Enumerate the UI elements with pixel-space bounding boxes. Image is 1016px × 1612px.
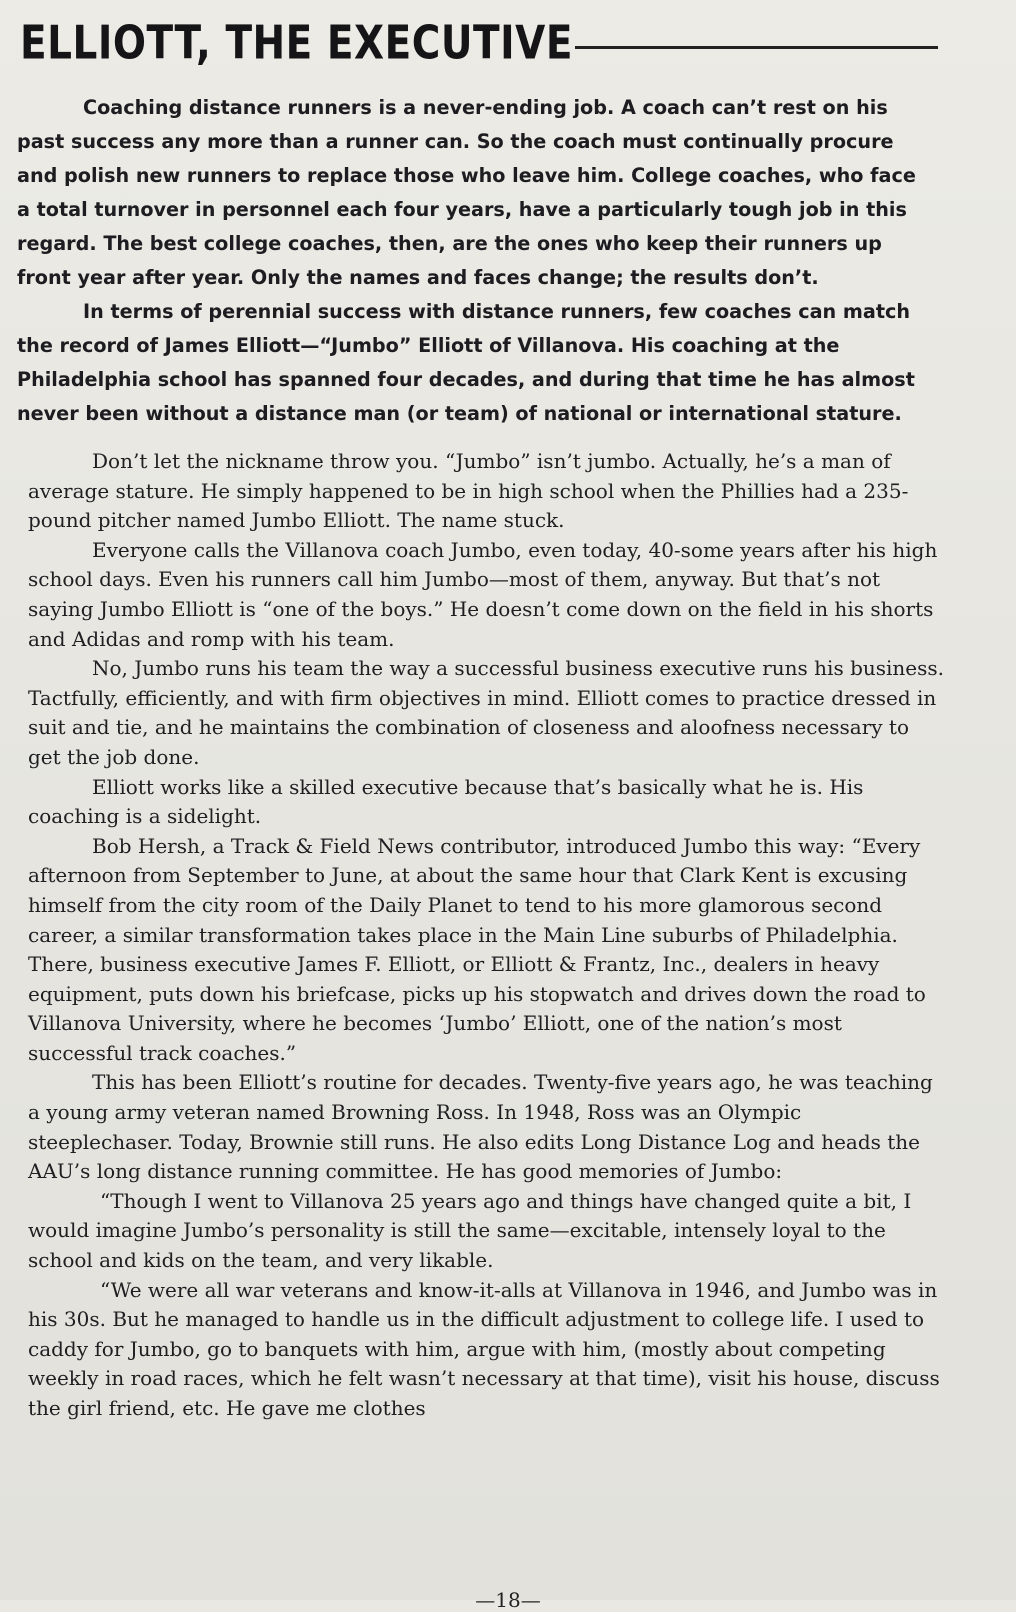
intro-section [17,91,935,431]
page-number: —18— [475,1588,541,1612]
body-paragraph: No, Jumbo runs his team the way a successful business executive runs his business. Tactfully, efficiently, and with firm objectives in mind. Elliott comes to practice dressed in suit and tie, and he maintains the combination of closeness and aloofness necessary to get the job done. [28,656,945,769]
intro-paragraph: In terms of perennial success with distance runners, few coaches can match the record of James Elliott—“Jumbo” Elliott of Villanova. His coaching at the Philadelphia school has spanned four decades, and during that time he has almost never been without a distance man (or team) of national or international stature. [17,300,915,425]
intro-paragraph: Coaching distance runners is a never-ending job. A coach can’t rest on his past success any more than a runner can. So the coach must continually procure and polish new runners to replace those who leave him. College coaches, who face a total turnover in personnel each four years, have a particularly tough job in this regard. The best college coaches, then, are the ones who keep their runners up front year after year. Only the names and faces change; the results don’t. [17,96,916,289]
article-header [20,16,938,71]
body-paragraph: “We were all war veterans and know-it-alls at Villanova in 1946, and Jumbo was in his 30s. But he managed to handle us in the difficult adjustment to college life. I used to caddy for Jumbo, go to banquets with him, argue with him, (mostly about competing weekly in road races, which he felt wasn’t necessary at that time), visit his house, discuss the girl friend, etc. He gave me clothes [28,1277,940,1420]
body-paragraph: Bob Hersh, a Track & Field News contributor, introduced Jumbo this way: “Every afternoon from September to June, at about the same hour that Clark Kent is excusing himself from the city room of the Daily Planet to tend to his more glamorous second career, a similar transformation takes place in the Main Line suburbs of Philadelphia. There, business executive James F. Elliott, or Elliott & Frantz, Inc., dealers in heavy equipment, puts down his briefcase, picks up his stopwatch and drives down the road to Villanova University, where he becomes ‘Jumbo’ Elliott, one of the nation’s most successful track coaches.” [28,833,926,1065]
body-paragraph: This has been Elliott’s routine for decades. Twenty-five years ago, he was teaching a young army veteran named Browning Ross. In 1948, Ross was an Olympic steeplechaser. Today, Brownie still runs. He also edits Long Distance Log and heads the AAU’s long distance running committee. He has good memories of Jumbo: [28,1070,933,1184]
body-paragraph: Don’t let the nickname throw you. “Jumbo” isn’t jumbo. Actually, he’s a man of average stature. He simply happened to be in high school when the Phillies had a 235-pound pitcher named Jumbo Elliott. The name stuck. [28,449,909,533]
body-paragraph: Elliott works like a skilled executive because that’s basically what he is. His coaching is a sidelight. [28,774,864,829]
body-paragraph: “Though I went to Villanova 25 years ago and things have changed quite a bit, I would imagine Jumbo’s personality is still the same—excitable, intensely loyal to the school and kids on the team, and very likable. [28,1188,912,1273]
article-title: ELLIOTT, THE EXECUTIVE [20,16,573,71]
body-paragraph: Everyone calls the Villanova coach Jumbo, even today, 40-some years after his high school days. Even his runners call him Jumbo—most of them, anyway. But that’s not saying Jumbo Elliott is “one of the boys.” He doesn’t come down on the field in his shorts and Adidas and romp with his team. [28,537,938,651]
body-section [28,447,948,1424]
title-rule [575,46,938,49]
